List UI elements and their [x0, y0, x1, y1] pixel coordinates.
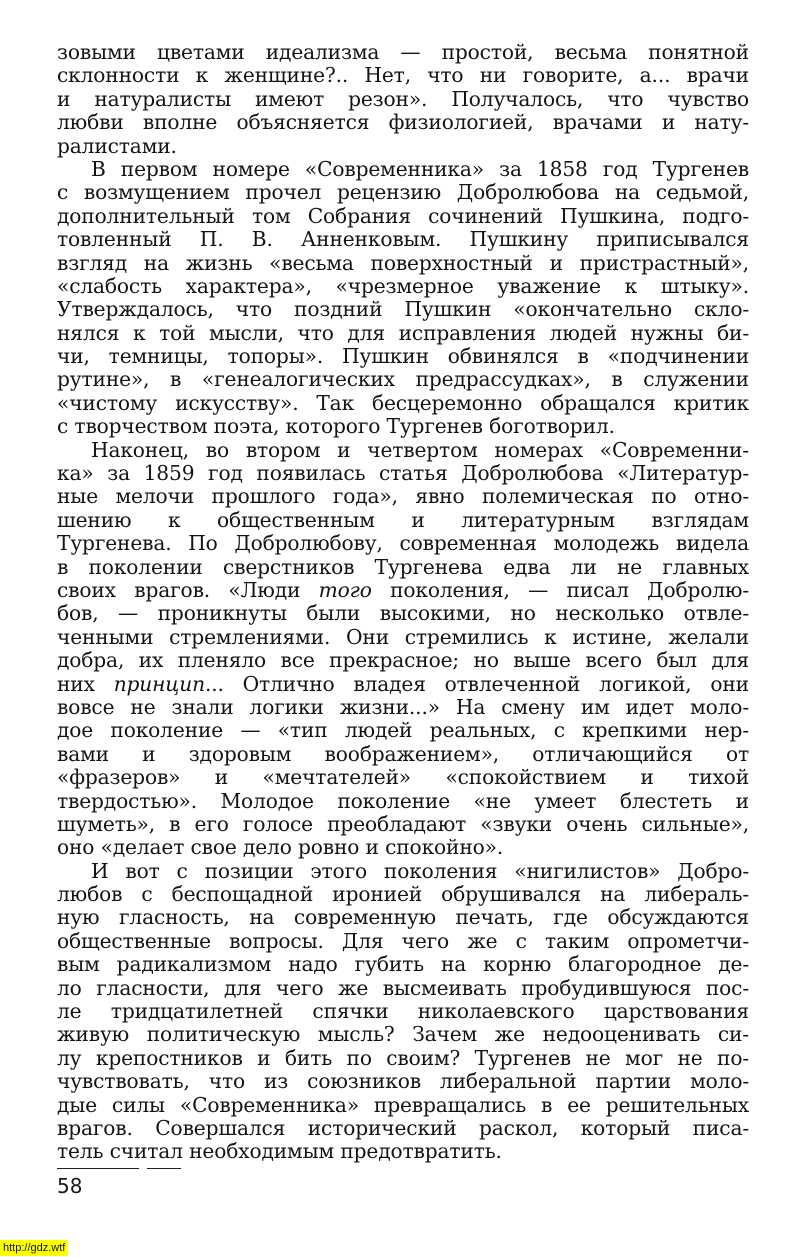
- text-line: с творчеством поэта, которого Тургенев боготворил.: [57, 414, 615, 439]
- text-line: любви вполне объясняется физиологией, врачами и нату-: [57, 110, 749, 135]
- text-line: в поколении сверстников Тургенева едва ли не главных: [57, 554, 749, 579]
- text-line: «чистому искусству». Так бесцеремонно обращался критик: [57, 390, 749, 415]
- text-line: ченными стремлениями. Они стремились к истине, желали: [57, 624, 749, 649]
- text-line: товленный П. В. Анненковым. Пушкину приписывался: [57, 227, 749, 252]
- text-line: ралистами.: [57, 133, 177, 158]
- text-line: общественные вопросы. Для чего же с таким опрометчи-: [57, 928, 749, 953]
- text-line: ка» за 1859 год появилась статья Добролюбова «Литератур-: [57, 461, 749, 486]
- text-line: нялся к той мысли, что для исправления людей нужны би-: [57, 320, 749, 345]
- text-line: врагов. Совершался исторический раскол, который писа-: [57, 1115, 749, 1140]
- text-line: своих врагов. «Люди того поколения, — писал Добролю-: [57, 577, 749, 602]
- text-line: ную гласность, на современную печать, где обсуждаются: [57, 905, 749, 930]
- text-line: с возмущением прочел рецензию Добролюбова на седьмой,: [57, 180, 749, 205]
- text-line: шению к общественным и литературным взглядам: [57, 507, 749, 532]
- paragraph: [57, 158, 749, 439]
- paragraph: [57, 41, 749, 158]
- text-line: дое поколение — «тип людей реальных, с крепкими нер-: [57, 718, 749, 743]
- text-line: Наконец, во втором и четвертом номерах «Современни-: [91, 437, 749, 462]
- paragraph: [57, 860, 749, 1164]
- text-line: «слабость характера», «чрезмерное уважение к штыку».: [57, 273, 749, 298]
- text-line: чи, темницы, топоры». Пушкин обвинялся в «подчинении: [57, 344, 749, 369]
- italic-emphasis: принцип: [113, 671, 205, 696]
- footnote-rule: [57, 1168, 181, 1169]
- text-line: склонности к женщине?.. Нет, что ни говорите, а... врачи: [57, 63, 749, 88]
- text-line: и натуралисты имеют резон». Получалось, что чувство: [57, 86, 749, 111]
- text-line: рутине», в «генеалогических предрассудках», в служении: [57, 367, 749, 392]
- text-line: В первом номере «Современника» за 1858 год Тургенев: [91, 156, 749, 181]
- text-line: «фразеров» и «мечтателей» «спокойствием и тихой: [57, 765, 749, 790]
- text-line: ные мелочи прошлого года», явно полемическая по отно-: [57, 484, 749, 509]
- page-text: [57, 41, 749, 1164]
- text-line: взгляд на жизнь «весьма поверхностный и пристрастный»,: [57, 250, 749, 275]
- page-number: 58: [57, 1174, 83, 1198]
- text-line: оно «делает свое дело ровно и спокойно».: [57, 835, 504, 860]
- text-line: живую политическую мысль? Зачем же недооценивать си-: [57, 1022, 749, 1047]
- text-line: вовсе не знали логики жизни...» На смену им идет моло-: [57, 694, 749, 719]
- text-line: вами и здоровым воображением», отличающийся от: [57, 741, 749, 766]
- paragraph: [57, 439, 749, 860]
- text-line: дополнительный том Собрания сочинений Пушкина, подго-: [57, 203, 749, 228]
- watermark-link[interactable]: http://gdz.wtf: [0, 1240, 68, 1256]
- text-line: чувствовать, что из союзников либеральной партии моло-: [57, 1069, 749, 1094]
- text-line: Утверждалось, что поздний Пушкин «окончательно скло-: [57, 297, 749, 322]
- text-line: дые силы «Современника» превращались в ее решительных: [57, 1092, 749, 1117]
- text-line: бов, — проникнуты были высокими, но несколько отвле-: [57, 601, 749, 626]
- text-line: лу крепостников и бить по своим? Тургенев не мог не по-: [57, 1045, 749, 1070]
- text-line: любов с беспощадной иронией обрушивался на либераль-: [57, 882, 749, 907]
- text-line: ле тридцатилетней спячки николаевского царствования: [57, 999, 749, 1024]
- text-line: И вот с позиции этого поколения «нигилистов» Добро-: [91, 858, 749, 883]
- text-line: вым радикализмом надо губить на корню благородное де-: [57, 952, 749, 977]
- text-line: твердостью». Молодое поколение «не умеет блестеть и: [57, 788, 749, 813]
- italic-emphasis: того: [318, 577, 372, 602]
- text-line: добра, их пленяло все прекрасное; но выше всего был для: [57, 648, 749, 673]
- text-line: зовыми цветами идеализма — простой, весьма понятной: [57, 40, 749, 64]
- text-line: ло гласности, для чего же высмеивать пробудившуюся пос-: [57, 975, 749, 1000]
- text-line: тель считал необходимым предотвратить.: [57, 1139, 502, 1164]
- text-line: Тургенева. По Добролюбову, современная молодежь видела: [57, 531, 749, 556]
- text-line: них принцип... Отлично владея отвлеченной логикой, они: [57, 671, 749, 696]
- text-line: шуметь», в его голосе преобладают «звуки очень сильные»,: [57, 811, 749, 836]
